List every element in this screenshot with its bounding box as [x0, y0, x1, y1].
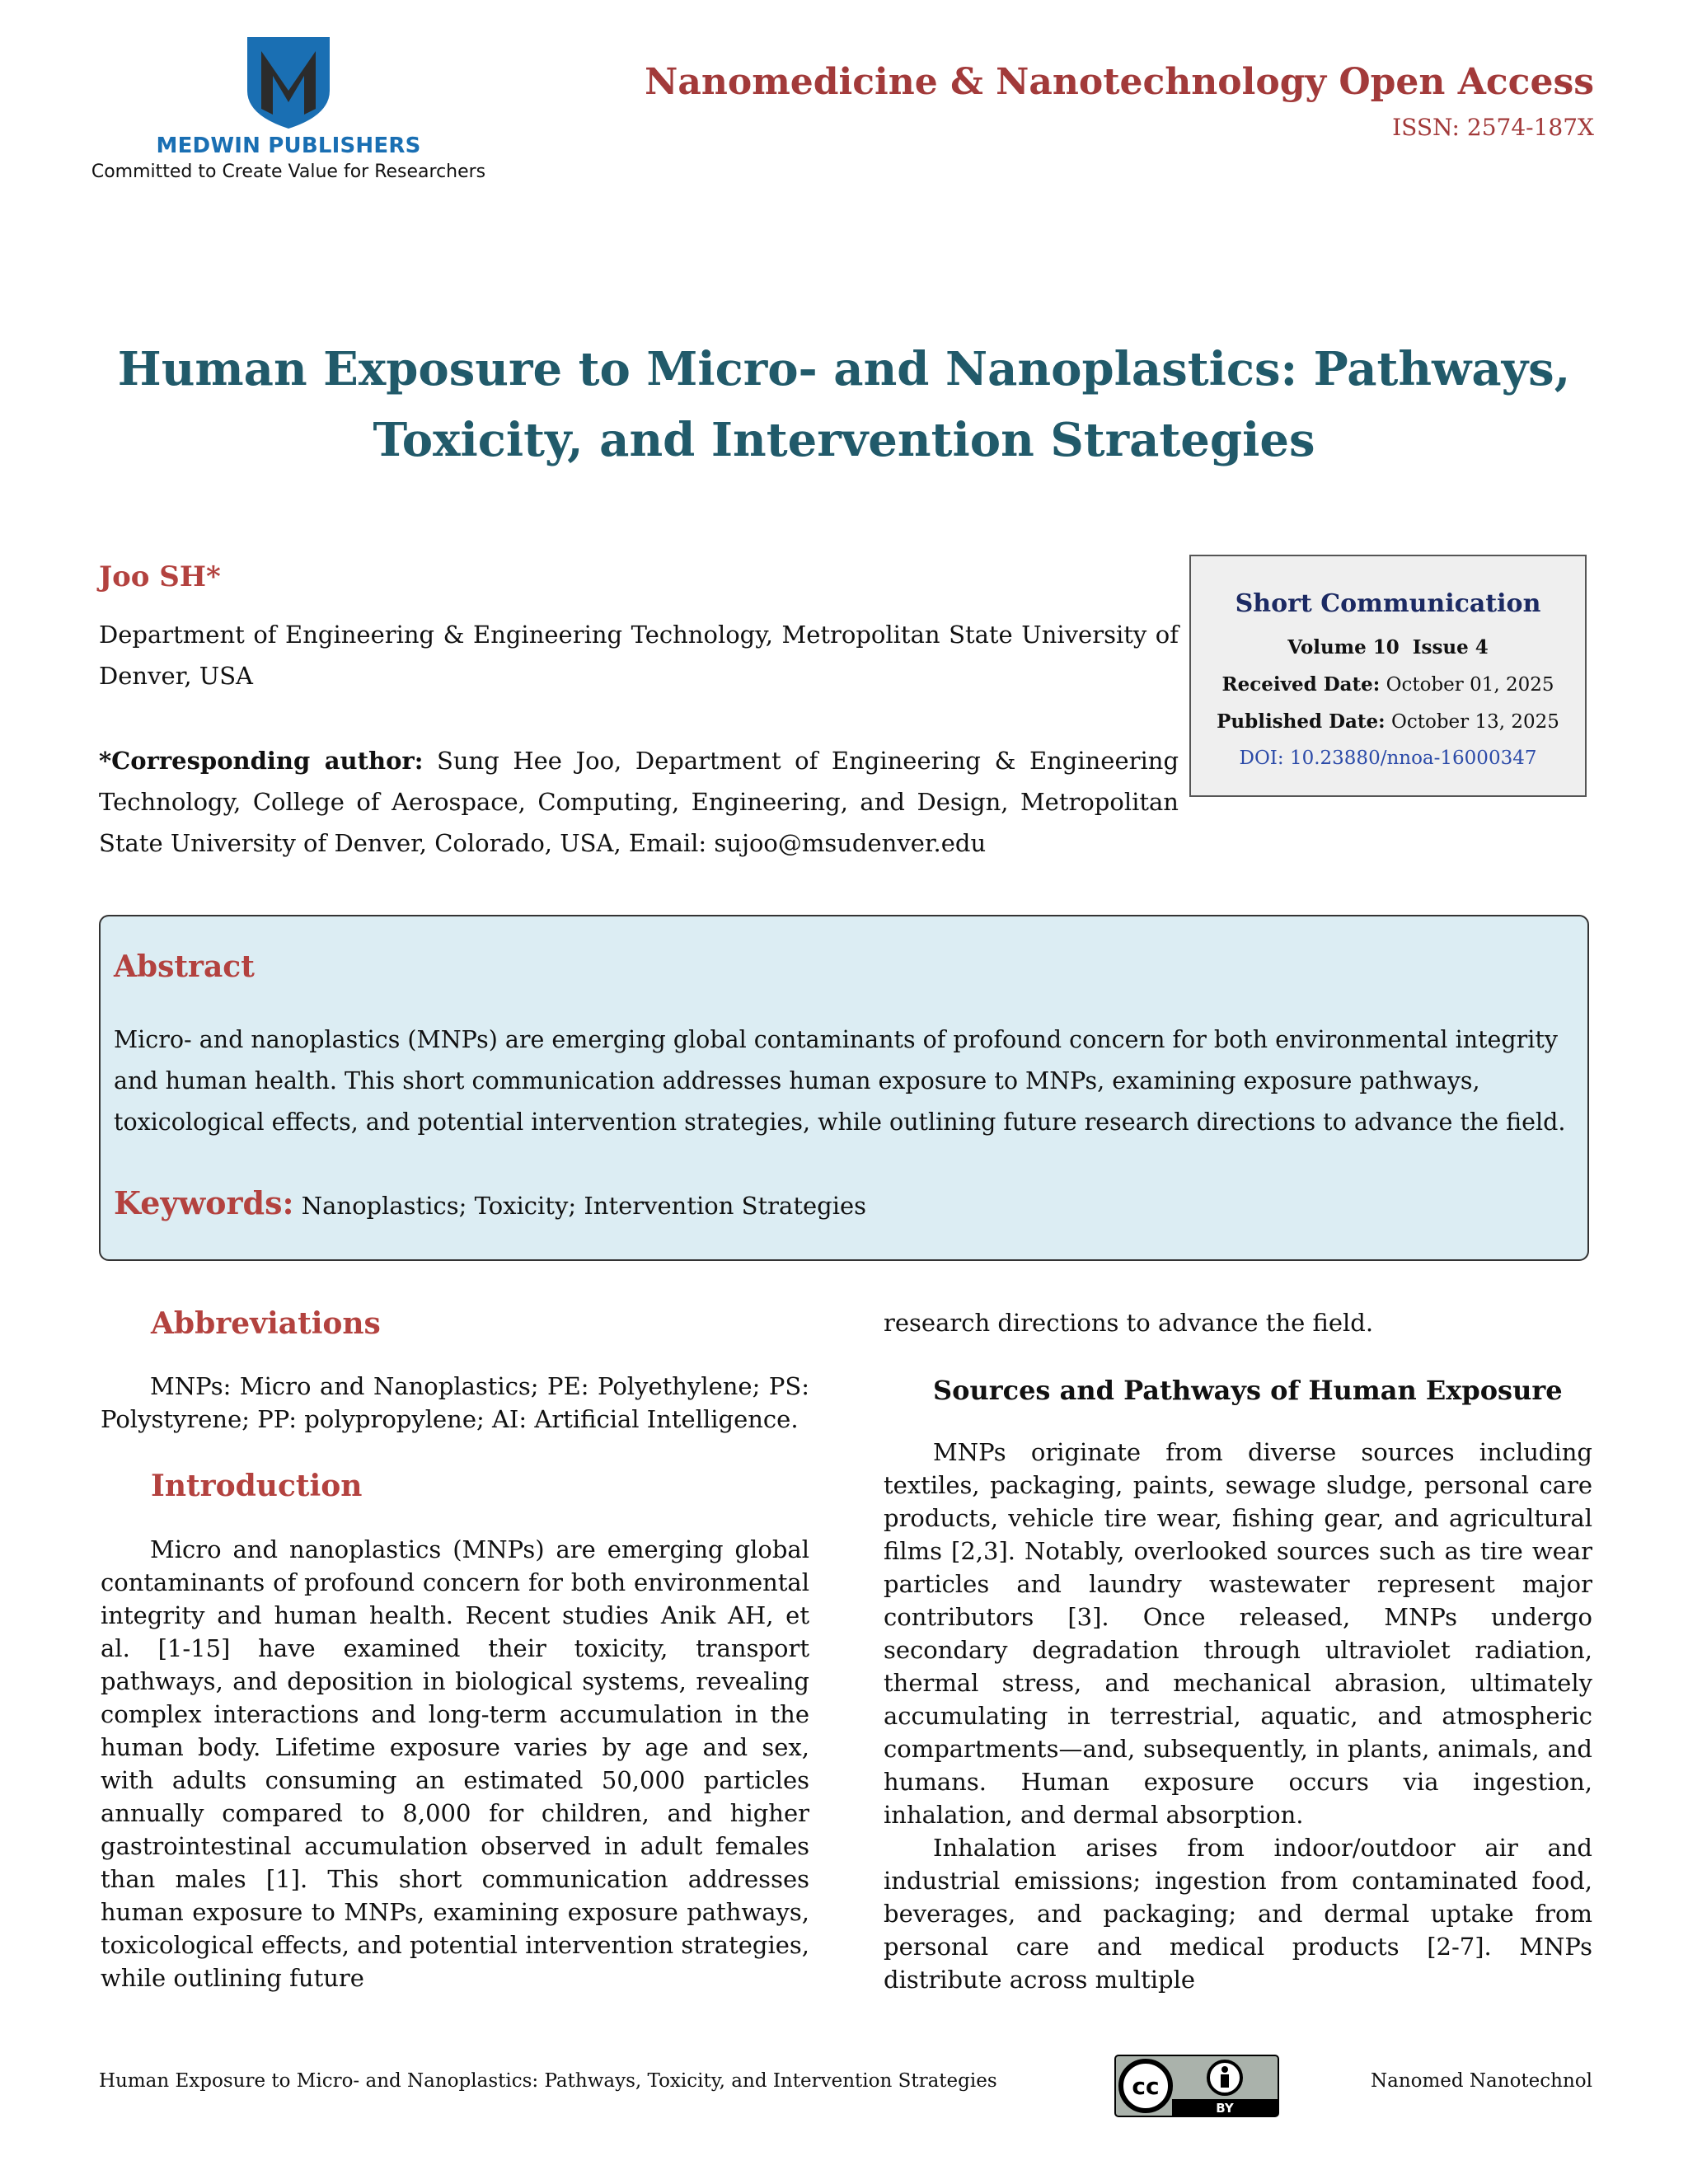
abstract-heading: Abstract: [114, 949, 255, 984]
license-text: BY: [1216, 2101, 1234, 2116]
introduction-continuation: research directions to advance the field.: [884, 1309, 1374, 1337]
cc-by-icon[interactable]: [1114, 2055, 1279, 2117]
footer-journal-abbrev: Nanomed Nanotechnol: [1370, 2070, 1592, 2092]
published-date: [1191, 710, 1585, 733]
doi-link[interactable]: DOI: 10.23880/nnoa-16000347: [1239, 748, 1537, 769]
article-title: Human Exposure to Micro- and Nanoplastics: Pathways, Toxicity, and Intervention Strategies: [117, 342, 1571, 467]
publisher-tagline: Committed to Create Value for Researchers: [91, 162, 486, 182]
author-affiliation: Department of Engineering & Engineering Technology, Metropolitan State University of Denver, USA: [99, 621, 1179, 690]
received-value: October 01, 2025: [1380, 674, 1554, 696]
keywords: [114, 1184, 866, 1221]
publisher-name: MEDWIN PUBLISHERS: [156, 134, 421, 158]
received-label: Received Date:: [1221, 673, 1381, 696]
author-name: Joo SH*: [99, 560, 221, 593]
article-type: Short Communication: [1235, 589, 1541, 618]
corresponding-text: Sung Hee Joo, Department of Engineering & Engineering Technology, College of Aerospace, Computing, Engineering, and Design, Metropolitan State University of Denver, Colorado, USA, Email: sujoo@msudenver.edu: [99, 747, 1179, 857]
sources-heading: Sources and Pathways of Human Exposure: [933, 1375, 1563, 1406]
keywords-label: Keywords:: [114, 1184, 294, 1221]
corresponding-label: *Corresponding author:: [99, 747, 424, 775]
sources-paragraph-1: MNPs originate from diverse sources including textiles, packaging, paints, sewage sludge, personal care products, vehicle tire wear, fishing gear, and agricultural films [2,3]. Notably, overlooked sources such as tire wear particles and laundry wastewater represent major contributors [3]. Once released, MNPs undergo secondary degradation through ultraviolet radiation, thermal stress, and mechanical abrasion, ultimately accumulating in terrestrial, aquatic, and atmospheric compartments—and, subsequently, in plants, animals, and humans. Human exposure occurs via ingestion, inhalation, and dermal absorption.: [884, 1438, 1592, 1829]
introduction-heading: Introduction: [151, 1469, 363, 1503]
medwin-shield-icon: [243, 33, 334, 130]
keywords-list: Nanoplastics; Toxicity; Intervention Strategies: [293, 1192, 867, 1220]
abbreviations-text: MNPs: Micro and Nanoplastics; PE: Polyethylene; PS: Polystyrene; PP: polypropylene; AI: Artificial Intelligence.: [101, 1372, 809, 1433]
published-value: October 13, 2025: [1385, 711, 1559, 733]
abstract-text: Micro- and nanoplastics (MNPs) are emerging global contaminants of profound concern for both environmental integrity and human health. This short communication addresses human exposure to MNPs, examining exposure pathways, toxicological effects, and potential intervention strategies, while outlining future research directions to advance the field.: [114, 1026, 1566, 1136]
published-label: Published Date:: [1217, 710, 1386, 733]
abstract-box: [99, 915, 1589, 1261]
footer-article-title: Human Exposure to Micro- and Nanoplastics: Pathways, Toxicity, and Intervention Strategies: [99, 2070, 997, 2092]
corresponding-author: [99, 740, 1179, 864]
introduction-text: Micro and nanoplastics (MNPs) are emerging global contaminants of profound concern for both environmental integrity and human health. Recent studies Anik AH, et al. [1-15] have examined their toxicity, transport pathways, and deposition in biological systems, revealing complex interactions and long-term accumulation in the human body. Lifetime exposure varies by age and sex, with adults consuming an estimated 50,000 particles annually compared to 8,000 for children, and higher gastrointestinal accumulation observed in adult females than males [1]. This short communication addresses human exposure to MNPs, examining exposure pathways, toxicological effects, and potential intervention strategies, while outlining future: [101, 1535, 809, 1992]
svg-text:cc: cc: [1132, 2073, 1160, 2100]
publisher-logo: [91, 33, 486, 190]
journal-issn: ISSN: 2574-187X: [1392, 114, 1594, 141]
article-info-box: [1189, 555, 1587, 797]
received-date: [1191, 673, 1585, 696]
volume-issue: Volume 10 Issue 4: [1287, 636, 1489, 658]
journal-title: Nanomedicine & Nanotechnology Open Access: [645, 61, 1594, 103]
abbreviations-heading: Abbreviations: [151, 1306, 381, 1341]
sources-paragraph-2: Inhalation arises from indoor/outdoor air and industrial emissions; ingestion from contaminated food, beverages, and packaging; and dermal uptake from personal care and medical products [2-7]. MNPs distribute across multiple: [884, 1834, 1592, 1994]
